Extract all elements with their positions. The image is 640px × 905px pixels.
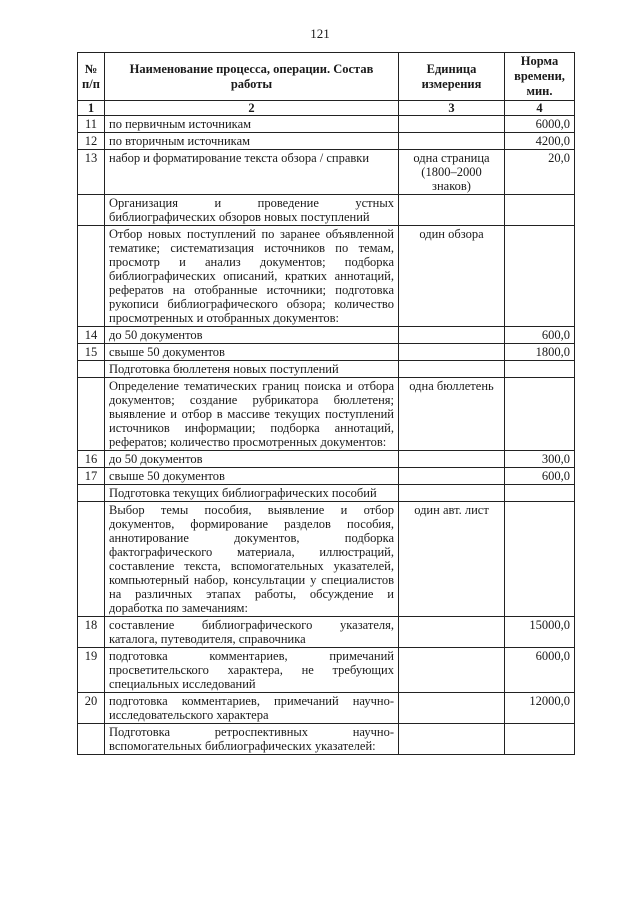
row-time-norm: 600,0 <box>505 327 575 344</box>
row-time-norm <box>505 361 575 378</box>
row-description: до 50 документов <box>105 327 399 344</box>
row-number <box>78 502 105 617</box>
table-row <box>78 693 575 724</box>
row-description: Определение тематических границ поиска и отбора документов; создание рубрикатора бюллетеня; выявление и отбор в массиве текущих поступлений источников информации; подборка аннотаций, рефератов; количество просмотренных документов: <box>105 378 399 451</box>
row-time-norm: 12000,0 <box>505 693 575 724</box>
table-header-row <box>78 53 575 101</box>
row-time-norm <box>505 502 575 617</box>
row-description: по вторичным источникам <box>105 133 399 150</box>
table-row <box>78 724 575 755</box>
row-description: подготовка комментариев, примечаний просветительского характера, не требующих специальных исследований <box>105 648 399 693</box>
table-row <box>78 361 575 378</box>
row-unit <box>399 648 505 693</box>
row-time-norm: 1800,0 <box>505 344 575 361</box>
row-unit <box>399 344 505 361</box>
table-row <box>78 378 575 451</box>
column-number: 1 <box>78 101 105 116</box>
row-unit <box>399 617 505 648</box>
table-row <box>78 648 575 693</box>
table-row <box>78 226 575 327</box>
row-description: свыше 50 документов <box>105 344 399 361</box>
table-row <box>78 195 575 226</box>
row-description: подготовка комментариев, примечаний научно-исследовательского характера <box>105 693 399 724</box>
table-row <box>78 451 575 468</box>
norms-table <box>77 52 575 755</box>
table-row <box>78 327 575 344</box>
row-unit <box>399 327 505 344</box>
row-time-norm: 15000,0 <box>505 617 575 648</box>
row-unit <box>399 468 505 485</box>
row-unit <box>399 133 505 150</box>
table-row <box>78 116 575 133</box>
row-description: по первичным источникам <box>105 116 399 133</box>
header-unit: Единица измерения <box>399 53 505 101</box>
table-row <box>78 617 575 648</box>
table-row <box>78 150 575 195</box>
row-number: 11 <box>78 116 105 133</box>
row-description: Подготовка ретроспективных научно-вспомогательных библиографических указателей: <box>105 724 399 755</box>
row-time-norm <box>505 195 575 226</box>
row-number <box>78 226 105 327</box>
header-number: № п/п <box>78 53 105 101</box>
row-description: набор и форматирование текста обзора / справки <box>105 150 399 195</box>
row-unit: один авт. лист <box>399 502 505 617</box>
row-number <box>78 195 105 226</box>
row-time-norm <box>505 378 575 451</box>
row-number <box>78 361 105 378</box>
column-number: 2 <box>105 101 399 116</box>
row-description: Отбор новых поступлений по заранее объявленной тематике; систематизация источников по темам, просмотр и анализ документов; подборка библиографических описаний, кратких аннотаций, рефератов на отобранные источники; подготовка рукописи библиографического обзора; количество просмотренных и отобранных документов: <box>105 226 399 327</box>
row-number: 16 <box>78 451 105 468</box>
row-number: 20 <box>78 693 105 724</box>
column-number: 3 <box>399 101 505 116</box>
row-time-norm: 6000,0 <box>505 648 575 693</box>
table-body <box>78 116 575 755</box>
row-description: Организация и проведение устных библиографических обзоров новых поступлений <box>105 195 399 226</box>
row-unit <box>399 361 505 378</box>
row-unit <box>399 485 505 502</box>
row-description: до 50 документов <box>105 451 399 468</box>
page-number: 121 <box>310 26 330 41</box>
row-unit: один обзора <box>399 226 505 327</box>
row-unit <box>399 693 505 724</box>
row-time-norm: 600,0 <box>505 468 575 485</box>
row-number: 15 <box>78 344 105 361</box>
row-description: свыше 50 документов <box>105 468 399 485</box>
row-number: 13 <box>78 150 105 195</box>
column-numbers-row <box>78 101 575 116</box>
table-row <box>78 485 575 502</box>
row-unit <box>399 451 505 468</box>
row-description: Выбор темы пособия, выявление и отбор документов, формирование разделов пособия, аннотирование документов, подборка фактографического материала, иллюстраций, составление текста, вспомогательных указателей, компьютерный набор, консультации у специалистов на различных этапах работы, обсуждение и доработка по замечаниям: <box>105 502 399 617</box>
row-unit: одна бюллетень <box>399 378 505 451</box>
row-number <box>78 485 105 502</box>
row-unit: одна страница (1800–2000 знаков) <box>399 150 505 195</box>
table-row <box>78 502 575 617</box>
row-time-norm: 4200,0 <box>505 133 575 150</box>
row-unit <box>399 116 505 133</box>
row-description: Подготовка бюллетеня новых поступлений <box>105 361 399 378</box>
row-description: составление библиографического указателя, каталога, путеводителя, справочника <box>105 617 399 648</box>
table-row <box>78 133 575 150</box>
row-number: 12 <box>78 133 105 150</box>
row-time-norm <box>505 485 575 502</box>
row-time-norm: 6000,0 <box>505 116 575 133</box>
row-time-norm: 300,0 <box>505 451 575 468</box>
row-number: 17 <box>78 468 105 485</box>
row-number <box>78 378 105 451</box>
row-description: Подготовка текущих библиографических пособий <box>105 485 399 502</box>
row-number: 18 <box>78 617 105 648</box>
table-row <box>78 344 575 361</box>
row-number <box>78 724 105 755</box>
header-time-norm: Норма времени, мин. <box>505 53 575 101</box>
header-process-name: Наименование процесса, операции. Состав работы <box>105 53 399 101</box>
row-time-norm: 20,0 <box>505 150 575 195</box>
row-number: 19 <box>78 648 105 693</box>
row-unit <box>399 195 505 226</box>
row-unit <box>399 724 505 755</box>
column-number: 4 <box>505 101 575 116</box>
row-number: 14 <box>78 327 105 344</box>
row-time-norm <box>505 226 575 327</box>
table-row <box>78 468 575 485</box>
row-time-norm <box>505 724 575 755</box>
